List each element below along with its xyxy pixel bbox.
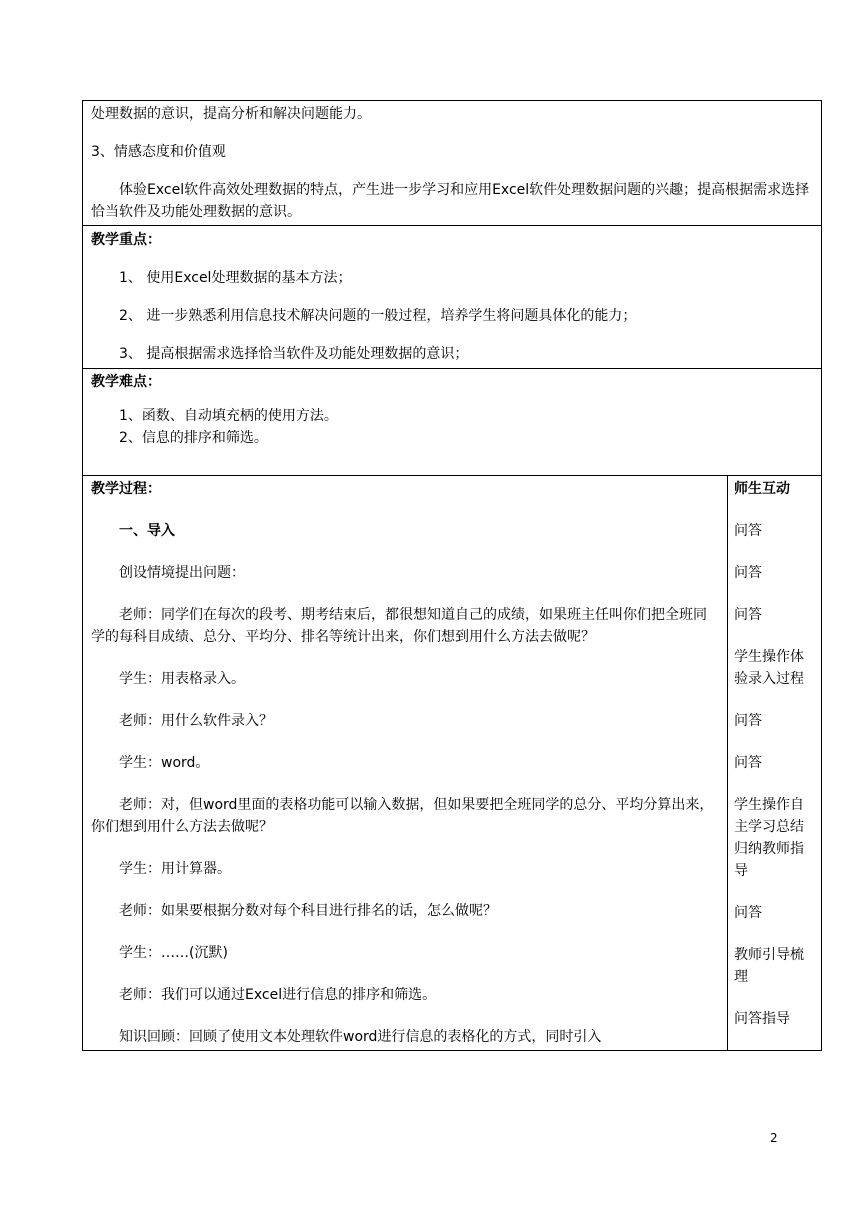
goals-row bbox=[83, 101, 822, 226]
interaction-item: 问答 bbox=[734, 523, 762, 539]
process-paragraph: 创设情境提出问题： bbox=[119, 565, 245, 581]
process-paragraph: 学生：用计算器。 bbox=[119, 861, 231, 877]
process-paragraph: 学生：用表格录入。 bbox=[119, 671, 245, 687]
process-row bbox=[83, 476, 822, 1051]
key-point-item: 2、 进一步熟悉利用信息技术解决问题的一般过程，培养学生将问题具体化的能力； bbox=[119, 308, 637, 324]
process-paragraph: 学生：……(沉默) bbox=[119, 945, 228, 961]
process-paragraph: 老师：对，但word里面的表格功能可以输入数据，但如果要把全班同学的总分、平均分算出来，你们想到用什么方法去做呢？ bbox=[91, 797, 714, 835]
key-points-title: 教学重点： bbox=[91, 232, 161, 248]
key-point-item: 1、 使用Excel处理数据的基本方法； bbox=[119, 270, 352, 286]
page-number: 2 bbox=[770, 1131, 778, 1145]
process-paragraph: 老师：用什么软件录入？ bbox=[119, 713, 273, 729]
process-title: 教学过程： bbox=[91, 481, 161, 497]
goals-heading-affective: 3、情感态度和价值观 bbox=[91, 144, 226, 160]
interaction-item: 问答 bbox=[734, 755, 762, 771]
process-paragraph: 老师：同学们在每次的段考、期考结束后，都很想知道自己的成绩，如果班主任叫你们把全班同学的每科目成绩、总分、平均分、排名等统计出来，你们想到用什么方法去做呢？ bbox=[91, 607, 707, 645]
interaction-item: 问答指导 bbox=[734, 1011, 790, 1027]
process-section-heading: 一、导入 bbox=[119, 523, 175, 539]
difficulty-item: 1、函数、自动填充柄的使用方法。 bbox=[119, 408, 338, 424]
interaction-item: 学生操作体验录入过程 bbox=[734, 649, 804, 687]
interaction-title: 师生互动 bbox=[734, 481, 790, 497]
interaction-item: 问答 bbox=[734, 713, 762, 729]
interaction-item: 教师引导梳理 bbox=[734, 947, 804, 985]
interaction-item: 问答 bbox=[734, 565, 762, 581]
difficulties-title: 教学难点： bbox=[91, 374, 161, 390]
lesson-plan-table bbox=[82, 100, 822, 1051]
interaction-cell bbox=[728, 476, 822, 1051]
key-point-item: 3、 提高根据需求选择恰当软件及功能处理数据的意识； bbox=[119, 346, 469, 362]
process-paragraph: 学生：word。 bbox=[119, 755, 210, 771]
goals-line: 处理数据的意识，提高分析和解决问题能力。 bbox=[91, 106, 371, 122]
process-paragraph: 老师：我们可以通过Excel进行信息的排序和筛选。 bbox=[119, 987, 437, 1003]
goals-paragraph: 体验Excel软件高效处理数据的特点，产生进一步学习和应用Excel软件处理数据问题的兴趣；提高根据需求选择恰当软件及功能处理数据的意识。 bbox=[91, 182, 810, 220]
difficulty-item: 2、信息的排序和筛选。 bbox=[119, 430, 268, 446]
difficulties-row bbox=[83, 369, 822, 476]
interaction-item: 学生操作自主学习总结归纳教师指导 bbox=[734, 797, 804, 879]
interaction-item: 问答 bbox=[734, 905, 762, 921]
process-paragraph: 知识回顾：回顾了使用文本处理软件word进行信息的表格化的方式，同时引入 bbox=[119, 1029, 602, 1045]
process-cell bbox=[83, 476, 728, 1051]
interaction-item: 问答 bbox=[734, 607, 762, 623]
key-points-row bbox=[83, 226, 822, 369]
process-paragraph: 老师：如果要根据分数对每个科目进行排名的话，怎么做呢？ bbox=[119, 903, 497, 919]
